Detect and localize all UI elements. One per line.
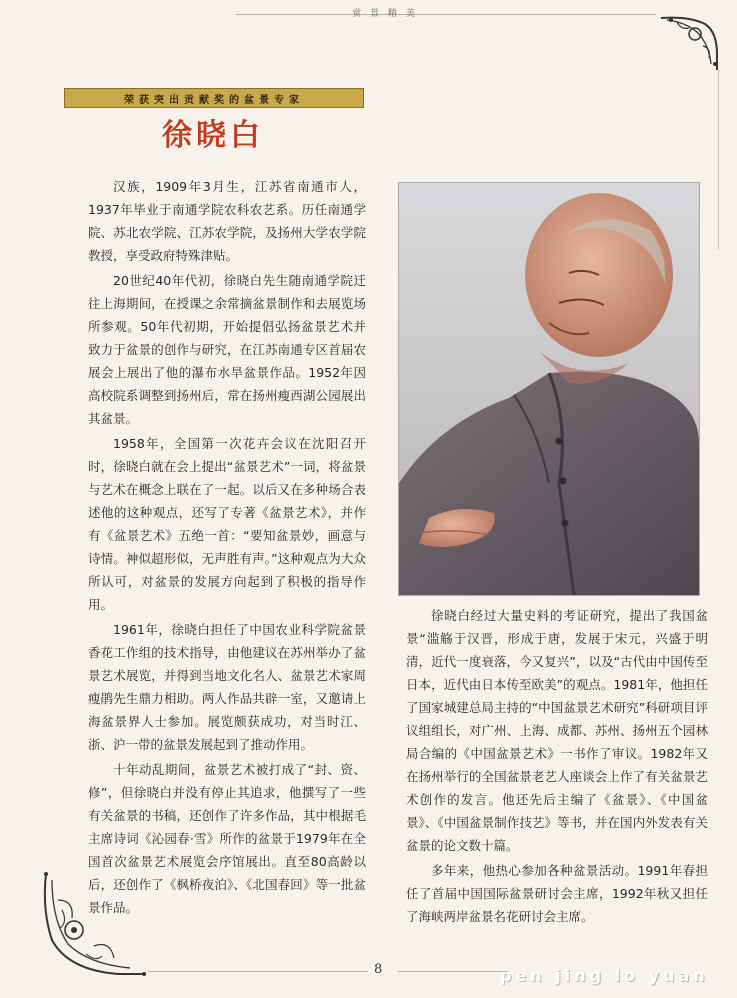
paragraph: 十年动乱期间，盆景艺术被打成了“封、资、修”，但徐晓白并没有停止其追求，他撰写了一些有关盆景的书稿，还创作了许多作品，其中根据毛主席诗词《沁园春·雪》所作的盆景于1979年在全国首次盆景艺术展览会序馆展出。直至80高龄以后，还创作了《枫桥夜泊》、《北国春回》等一批盆景作品。 (88, 762, 366, 915)
footer-rule (148, 971, 368, 972)
corner-ornament-icon (659, 14, 721, 72)
page-title: 徐晓白 (162, 118, 264, 153)
banner-text: 荣获突出贡献奖的盆景专家 (124, 94, 304, 106)
paragraph: 徐晓白经过大量史料的考证研究，提出了我国盆景“滥觞于汉晋，形成于唐，发展于宋元，兴盛于明清，近代一度衰落，今又复兴”，以及“古代由中国传至日本，近代由日本传至欧美”的观点。1981年，他担任了国家城建总局主持的“中国盆景艺术研究”科研项目评议组组长，对广州、上海、成都、苏州、扬州五个园林局合编的《中国盆景艺术》一书作了审议。1982年又在扬州举行的全国盆景老艺人座谈会上作了有关盆景艺术创作的发言。他还先后主编了《盆景》、《中国盆景》、《中国盆景制作技艺》等书，并在国内外发表有关盆景的论文数十篇。 (406, 608, 708, 853)
footer-rule (398, 971, 508, 972)
margin-rule (718, 70, 719, 250)
running-header: 赏 景 精 美 (352, 9, 418, 19)
left-column (88, 175, 366, 921)
paragraph: 1961年，徐晓白担任了中国农业科学院盆景香花工作组的技术指导，由他建议在苏州举办了盆景艺术展览，并得到当地文化名人、盆景艺术家周瘦鹃先生鼎力相助。两人作品共辟一室，又邀请上海盆景界人士参加。展览颇获成功，对当时江、浙、沪一带的盆景发展起到了推动作用。 (88, 622, 366, 752)
page-number: 8 (374, 962, 383, 977)
watermark-text: pen jing lo yuan (500, 966, 709, 985)
paragraph: 汉族，1909年3月生，江苏省南通市人，1937年毕业于南通学院农科农艺系。历任南通学院、苏北农学院、江苏农学院，及扬州大学农学院教授，享受政府特殊津贴。 (88, 179, 366, 263)
paragraph: 20世纪40年代初，徐晓白先生随南通学院迁往上海期间，在授课之余常摘盆景制作和去展览场所参观。50年代初期，开始提倡弘扬盆景艺术并致力于盆景的创作与研究，在江苏南通专区首届农展会上展出了他的瀑布水旱盆景作品。1952年因高校院系调整到扬州后，常在扬州瘦西湖公园展出其盆景。 (88, 273, 366, 426)
header-rule (236, 14, 656, 15)
right-column (406, 604, 708, 930)
portrait-illustration (399, 183, 699, 595)
section-banner (64, 88, 364, 108)
paragraph: 多年来，他热心参加各种盆景活动。1991年春担任了首届中国国际盆景研讨会主席，1992年秋又担任了海峡两岸盆景名花研讨会主席。 (406, 863, 708, 924)
paragraph: 1958年，全国第一次花卉会议在沈阳召开时，徐晓白就在会上提出“盆景艺术”一词，将盆景与艺术在概念上联在了一起。以后又在多种场合表述他的这种观点，还写了专著《盆景艺术》，并作有《盆景艺术》五绝一首：“要知盆景妙，画意与诗情。神似超形似，无声胜有声。”这种观点为大众所认可，对盆景的发展方向起到了积极的指导作用。 (88, 436, 366, 612)
corner-ornament-icon (38, 870, 148, 980)
portrait-photo (398, 182, 700, 596)
